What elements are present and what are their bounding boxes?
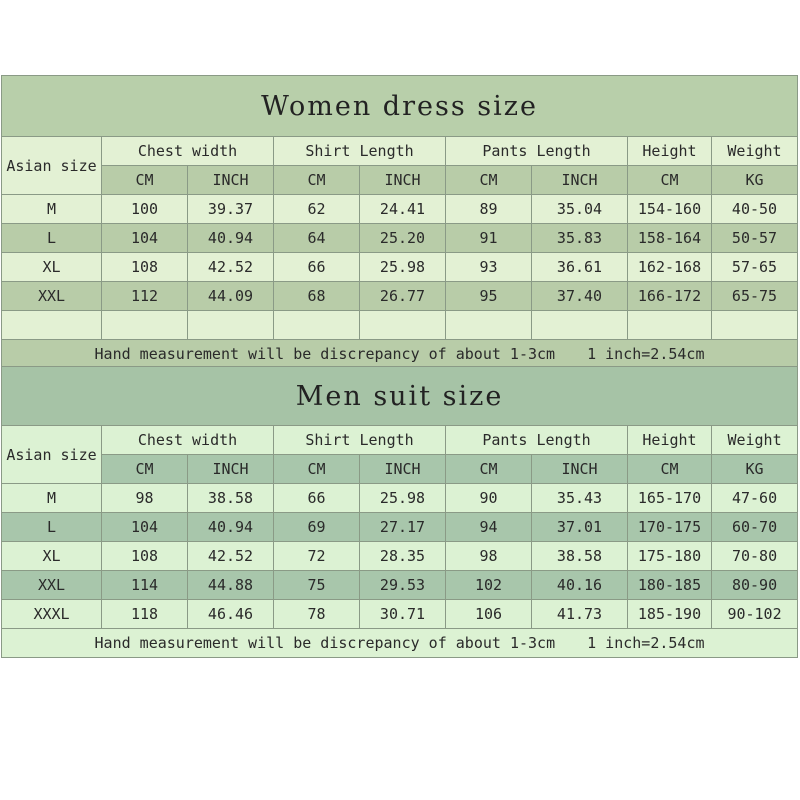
value-cell: 75 <box>274 571 360 600</box>
value-cell: 170-175 <box>628 513 712 542</box>
value-cell: 27.17 <box>360 513 446 542</box>
value-cell: 90 <box>446 484 532 513</box>
value-cell: 44.09 <box>188 282 274 311</box>
men-table-title: Men suit size <box>2 367 798 426</box>
women-asian-size-header: Asian size <box>2 137 102 195</box>
value-cell: 66 <box>274 253 360 282</box>
value-cell: 112 <box>102 282 188 311</box>
men-table-row <box>2 484 798 513</box>
size-cell: XXXL <box>2 600 102 629</box>
value-cell: 47-60 <box>712 484 798 513</box>
women-unit-cell: KG <box>712 166 798 195</box>
value-cell: 102 <box>446 571 532 600</box>
men-note-row <box>2 629 798 658</box>
value-cell: 80-90 <box>712 571 798 600</box>
size-cell: M <box>2 484 102 513</box>
men-unit-cell: CM <box>102 455 188 484</box>
size-cell: L <box>2 513 102 542</box>
value-cell: 108 <box>102 542 188 571</box>
value-cell: 25.98 <box>360 253 446 282</box>
women-unit-cell: INCH <box>532 166 628 195</box>
men-unit-cell: KG <box>712 455 798 484</box>
value-cell: 40.94 <box>188 513 274 542</box>
men-size-table <box>1 366 798 658</box>
value-cell: 89 <box>446 195 532 224</box>
value-cell: 65-75 <box>712 282 798 311</box>
size-cell: M <box>2 195 102 224</box>
value-cell: 166-172 <box>628 282 712 311</box>
men-table-row <box>2 571 798 600</box>
empty-cell <box>712 311 798 340</box>
value-cell: 38.58 <box>188 484 274 513</box>
value-cell: 104 <box>102 513 188 542</box>
value-cell: 72 <box>274 542 360 571</box>
value-cell: 98 <box>446 542 532 571</box>
value-cell: 40.16 <box>532 571 628 600</box>
women-height-header: Height <box>628 137 712 166</box>
value-cell: 100 <box>102 195 188 224</box>
value-cell: 37.40 <box>532 282 628 311</box>
men-unit-header-row <box>2 455 798 484</box>
empty-cell <box>102 311 188 340</box>
women-table-title: Women dress size <box>2 76 798 137</box>
value-cell: 91 <box>446 224 532 253</box>
women-shirt-length-header: Shirt Length <box>274 137 446 166</box>
value-cell: 118 <box>102 600 188 629</box>
empty-cell <box>628 311 712 340</box>
value-cell: 162-168 <box>628 253 712 282</box>
women-table-row <box>2 195 798 224</box>
empty-cell <box>360 311 446 340</box>
value-cell: 158-164 <box>628 224 712 253</box>
size-cell: XL <box>2 542 102 571</box>
value-cell: 108 <box>102 253 188 282</box>
value-cell: 60-70 <box>712 513 798 542</box>
women-table-row <box>2 224 798 253</box>
men-shirt-length-header: Shirt Length <box>274 426 446 455</box>
women-table-row <box>2 253 798 282</box>
men-inch-conversion: 1 inch=2.54cm <box>587 634 705 652</box>
men-table-row <box>2 542 798 571</box>
women-unit-cell: CM <box>102 166 188 195</box>
men-unit-cell: CM <box>274 455 360 484</box>
value-cell: 78 <box>274 600 360 629</box>
value-cell: 94 <box>446 513 532 542</box>
men-height-header: Height <box>628 426 712 455</box>
men-unit-cell: INCH <box>360 455 446 484</box>
value-cell: 29.53 <box>360 571 446 600</box>
size-cell: XXL <box>2 282 102 311</box>
value-cell: 50-57 <box>712 224 798 253</box>
empty-cell <box>188 311 274 340</box>
value-cell: 25.98 <box>360 484 446 513</box>
men-note-cell <box>2 629 798 658</box>
women-table-row <box>2 282 798 311</box>
value-cell: 185-190 <box>628 600 712 629</box>
men-title-row <box>2 367 798 426</box>
women-unit-cell: CM <box>628 166 712 195</box>
women-group-header-row <box>2 137 798 166</box>
value-cell: 69 <box>274 513 360 542</box>
men-unit-cell: INCH <box>532 455 628 484</box>
empty-cell <box>446 311 532 340</box>
women-chest-width-header: Chest width <box>102 137 274 166</box>
value-cell: 38.58 <box>532 542 628 571</box>
women-empty-row <box>2 311 798 340</box>
women-unit-cell: INCH <box>360 166 446 195</box>
value-cell: 37.01 <box>532 513 628 542</box>
value-cell: 36.61 <box>532 253 628 282</box>
value-cell: 40.94 <box>188 224 274 253</box>
empty-cell <box>532 311 628 340</box>
size-cell: XXL <box>2 571 102 600</box>
value-cell: 98 <box>102 484 188 513</box>
men-table-row <box>2 600 798 629</box>
size-cell: L <box>2 224 102 253</box>
women-measurement-note: Hand measurement will be discrepancy of about 1-3cm <box>94 345 556 363</box>
empty-cell <box>274 311 360 340</box>
women-unit-cell: CM <box>274 166 360 195</box>
value-cell: 68 <box>274 282 360 311</box>
value-cell: 66 <box>274 484 360 513</box>
value-cell: 46.46 <box>188 600 274 629</box>
men-chest-width-header: Chest width <box>102 426 274 455</box>
value-cell: 35.04 <box>532 195 628 224</box>
women-weight-header: Weight <box>712 137 798 166</box>
value-cell: 30.71 <box>360 600 446 629</box>
value-cell: 41.73 <box>532 600 628 629</box>
value-cell: 95 <box>446 282 532 311</box>
value-cell: 90-102 <box>712 600 798 629</box>
men-group-header-row <box>2 426 798 455</box>
women-pants-length-header: Pants Length <box>446 137 628 166</box>
men-measurement-note: Hand measurement will be discrepancy of about 1-3cm <box>94 634 556 652</box>
value-cell: 39.37 <box>188 195 274 224</box>
women-unit-cell: CM <box>446 166 532 195</box>
women-unit-header-row <box>2 166 798 195</box>
men-weight-header: Weight <box>712 426 798 455</box>
value-cell: 35.83 <box>532 224 628 253</box>
men-asian-size-header: Asian size <box>2 426 102 484</box>
women-inch-conversion: 1 inch=2.54cm <box>587 345 705 363</box>
value-cell: 64 <box>274 224 360 253</box>
size-cell: XL <box>2 253 102 282</box>
value-cell: 106 <box>446 600 532 629</box>
value-cell: 114 <box>102 571 188 600</box>
value-cell: 93 <box>446 253 532 282</box>
women-size-table <box>1 75 798 369</box>
value-cell: 165-170 <box>628 484 712 513</box>
value-cell: 62 <box>274 195 360 224</box>
value-cell: 25.20 <box>360 224 446 253</box>
men-unit-cell: INCH <box>188 455 274 484</box>
men-table-row <box>2 513 798 542</box>
women-title-row <box>2 76 798 137</box>
value-cell: 28.35 <box>360 542 446 571</box>
women-note-cell <box>2 340 798 369</box>
men-pants-length-header: Pants Length <box>446 426 628 455</box>
value-cell: 44.88 <box>188 571 274 600</box>
value-cell: 26.77 <box>360 282 446 311</box>
value-cell: 42.52 <box>188 542 274 571</box>
value-cell: 154-160 <box>628 195 712 224</box>
men-unit-cell: CM <box>446 455 532 484</box>
men-unit-cell: CM <box>628 455 712 484</box>
value-cell: 180-185 <box>628 571 712 600</box>
women-note-row <box>2 340 798 369</box>
value-cell: 57-65 <box>712 253 798 282</box>
value-cell: 35.43 <box>532 484 628 513</box>
value-cell: 104 <box>102 224 188 253</box>
women-unit-cell: INCH <box>188 166 274 195</box>
value-cell: 42.52 <box>188 253 274 282</box>
value-cell: 70-80 <box>712 542 798 571</box>
value-cell: 40-50 <box>712 195 798 224</box>
value-cell: 175-180 <box>628 542 712 571</box>
empty-cell <box>2 311 102 340</box>
value-cell: 24.41 <box>360 195 446 224</box>
